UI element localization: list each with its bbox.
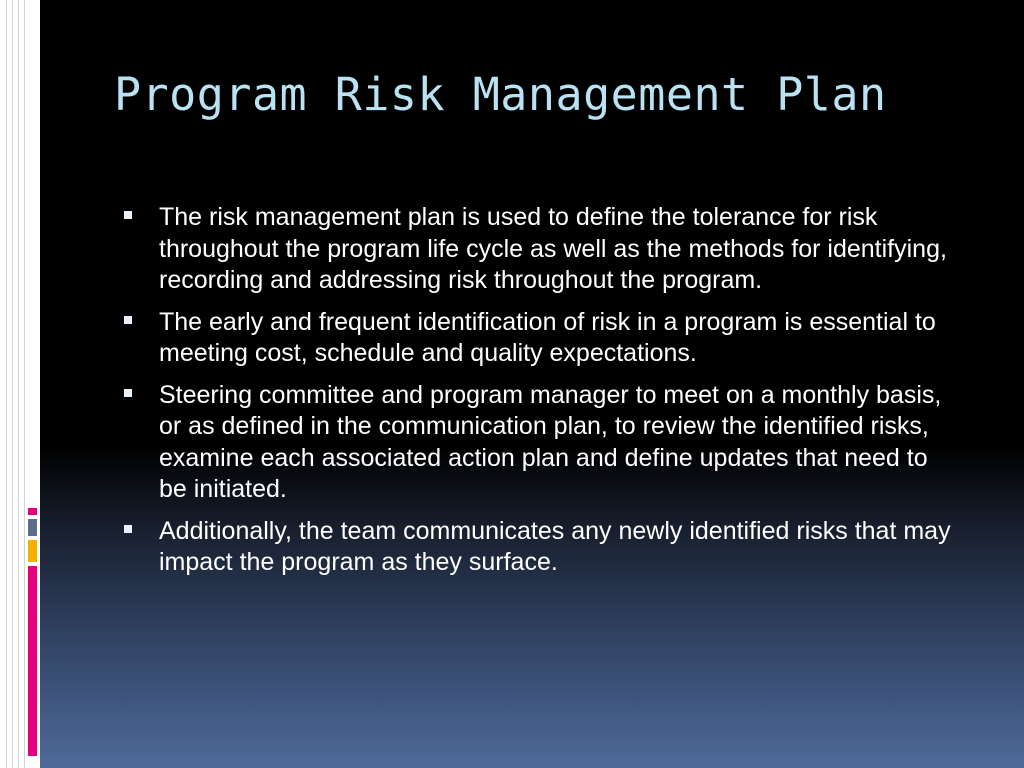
bullet-item	[122, 516, 962, 579]
square-bullet-icon	[124, 389, 132, 397]
bullet-list	[122, 202, 962, 589]
accent-bar-gold	[28, 540, 37, 562]
bullet-text: The risk management plan is used to define the tolerance for risk throughout the program life cycle as well as the methods for identifying, recording and addressing risk throughout the program.	[159, 203, 947, 294]
slide-title: Program Risk Management Plan	[114, 68, 887, 121]
bullet-text: Additionally, the team communicates any newly identified risks that may impact the program as they surface.	[159, 516, 951, 576]
square-bullet-icon	[124, 211, 132, 219]
left-decorative-strip	[0, 0, 40, 768]
accent-bar-slate	[28, 519, 37, 536]
square-bullet-icon	[124, 316, 132, 324]
bullet-item	[122, 202, 962, 297]
bullet-text: Steering committee and program manager to meet on a monthly basis, or as defined in the communication plan, to review the identified risks, examine each associated action plan and define updates that need to be initiated.	[159, 380, 942, 503]
accent-bar-pink-small	[28, 508, 37, 515]
square-bullet-icon	[124, 525, 132, 533]
accent-bar-pink-long	[28, 566, 37, 756]
bullet-text: The early and frequent identification of risk in a program is essential to meeting cost, schedule and quality expectations.	[159, 307, 936, 367]
bullet-item	[122, 307, 962, 370]
bullet-item	[122, 380, 962, 506]
